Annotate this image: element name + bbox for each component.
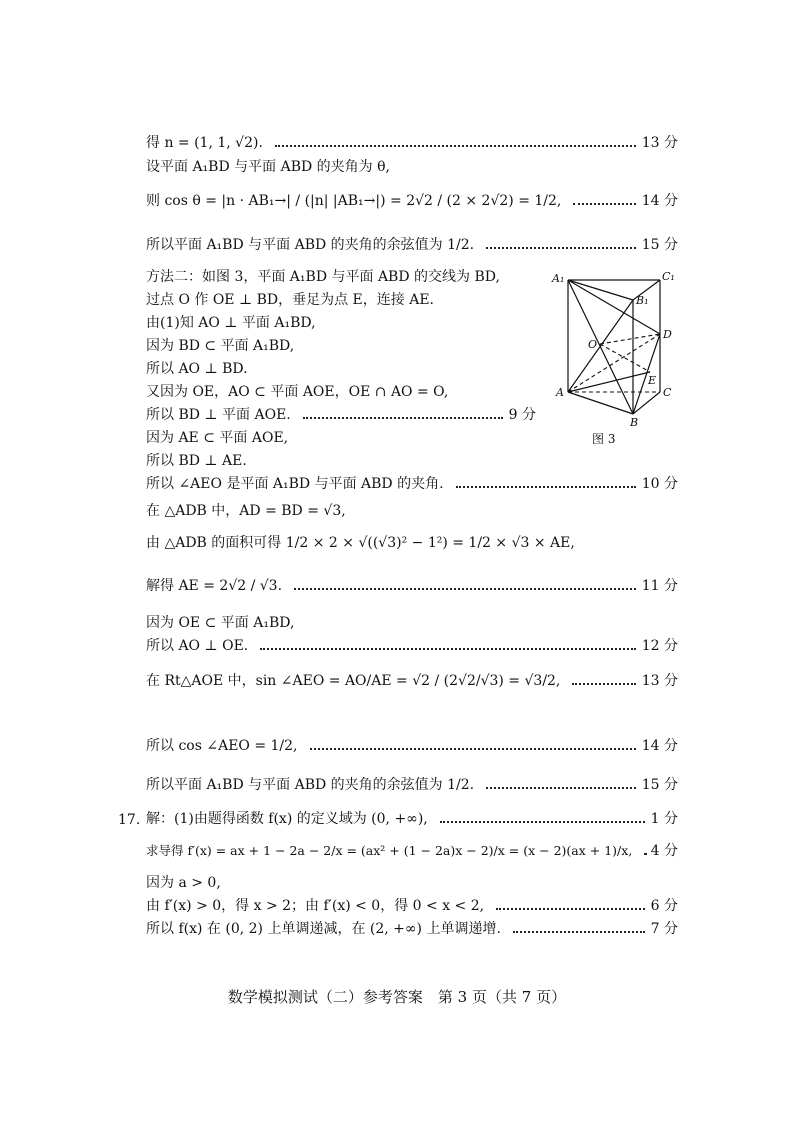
- line-8: 因为 BD ⊂ 平面 A₁BD,: [146, 338, 295, 354]
- score-label: 4 分: [650, 843, 678, 859]
- prism-figure: [548, 268, 680, 448]
- question-number: 17.: [118, 812, 141, 828]
- line-27: 所以 f(x) 在 (0, 2) 上单调递减，在 (2, +∞) 上单调递增. 7 分: [146, 921, 678, 937]
- label-b1: B₁: [636, 294, 649, 307]
- line-15: 在 △ADB 中，AD = BD = √3,: [146, 503, 346, 519]
- line-20: 在 Rt△AOE 中，sin ∠AEO = AO/AE = √2 / (2√2/√3) = √3/2, 13 分: [146, 673, 678, 689]
- edge-o-d-dashed: [600, 334, 660, 344]
- score-label: 7 分: [650, 921, 678, 937]
- line-9: 所以 AO ⊥ BD.: [146, 361, 248, 377]
- score-label: 15 分: [641, 777, 678, 793]
- label-d: D: [663, 328, 672, 341]
- line-3: 则 cos θ = |n · AB₁→| / (|n| |AB₁→|) = 2√2 / (2 × 2√2) = 1/2, 14 分: [146, 193, 678, 209]
- score-label: 15 分: [641, 237, 678, 253]
- line-21: 所以 cos ∠AEO = 1/2, 14 分: [146, 738, 678, 754]
- score-label: 12 分: [641, 638, 678, 654]
- figure-caption: 图 3: [592, 432, 616, 446]
- score-label: 6 分: [650, 898, 678, 914]
- score-label: 13 分: [641, 135, 678, 151]
- score-label: 1 分: [650, 811, 678, 827]
- line-25: 因为 a > 0,: [146, 875, 221, 891]
- edge-a-b: [568, 392, 633, 414]
- label-c1: C₁: [662, 270, 675, 283]
- edge-o-e-dashed: [600, 344, 650, 372]
- line-24: 求导得 f′(x) = ax + 1 − 2a − 2/x = (ax² + (1 − 2a)x − 2)/x = (x − 2)(ax + 1)/x, 4 分: [146, 842, 678, 859]
- label-b: B: [630, 416, 639, 429]
- edge-a-d-dashed: [568, 334, 660, 392]
- line-11: 所以 BD ⊥ 平面 AOE. 9 分: [146, 407, 536, 423]
- line-17: 解得 AE = 2√2 / √3. 11 分: [146, 578, 678, 594]
- score-label: 9 分: [508, 407, 536, 423]
- line-23: 解：(1)由题得函数 f(x) 的定义域为 (0, +∞), 1 分: [146, 811, 678, 827]
- score-label: 14 分: [641, 738, 678, 754]
- score-label: 13 分: [641, 673, 678, 689]
- label-a: A: [556, 386, 564, 399]
- edge-a1-b1: [568, 280, 633, 300]
- line-16: 由 △ADB 的面积可得 1/2 × 2 × √((√3)² − 1²) = 1/2 × √3 × AE,: [146, 535, 575, 551]
- score-label: 10 分: [641, 476, 678, 492]
- edge-a1-b: [568, 280, 633, 414]
- line-2: 设平面 A₁BD 与平面 ABD 的夹角为 θ,: [146, 159, 390, 175]
- line-19: 所以 AO ⊥ OE. 12 分: [146, 638, 678, 654]
- score-label: 11 分: [641, 578, 678, 594]
- label-e: E: [648, 374, 657, 387]
- label-c: C: [663, 386, 672, 399]
- label-o: O: [588, 338, 598, 351]
- line-13: 所以 BD ⊥ AE.: [146, 453, 247, 469]
- line-4: 所以平面 A₁BD 与平面 ABD 的夹角的余弦值为 1/2. 15 分: [146, 237, 678, 253]
- line-6: 过点 O 作 OE ⊥ BD，垂足为点 E，连接 AE.: [146, 292, 435, 308]
- score-label: 14 分: [641, 193, 678, 209]
- line-12: 因为 AE ⊂ 平面 AOE,: [146, 430, 289, 446]
- page-footer: 数学模拟测试（二）参考答案 第 3 页（共 7 页）: [227, 988, 567, 1006]
- line-1: 得 n = (1, 1, √2). 13 分: [146, 135, 678, 151]
- line-26: 由 f′(x) > 0，得 x > 2；由 f′(x) < 0，得 0 < x < 2, 6 分: [146, 898, 678, 914]
- line-22: 所以平面 A₁BD 与平面 ABD 的夹角的余弦值为 1/2. 15 分: [146, 777, 678, 793]
- line-14: 所以 ∠AEO 是平面 A₁BD 与平面 ABD 的夹角. 10 分: [146, 476, 678, 492]
- line-10: 又因为 OE，AO ⊂ 平面 AOE，OE ∩ AO = O,: [146, 384, 449, 400]
- line-5: 方法二：如图 3，平面 A₁BD 与平面 ABD 的交线为 BD,: [146, 269, 500, 285]
- line-7: 由(1)知 AO ⊥ 平面 A₁BD,: [146, 315, 316, 331]
- line-18: 因为 OE ⊂ 平面 A₁BD,: [146, 615, 295, 631]
- label-a1: A₁: [552, 272, 565, 285]
